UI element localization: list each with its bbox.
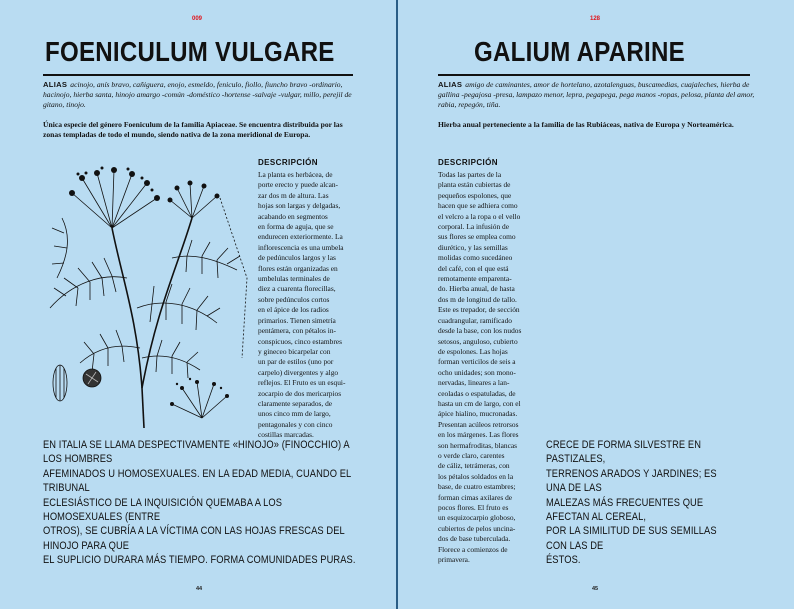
description-line: los pétalos soldados en la xyxy=(438,471,514,481)
callout-line: ECLESIÁSTICO DE LA INQUISICIÓN QUEMABA A LOS HOMOSEXUALES (ENTRE xyxy=(43,496,283,524)
alias-label: ALIAS xyxy=(438,80,463,89)
callout-line: AFEMINADOS U HOMOSEXUALES. EN LA EDAD MEDIA, CUANDO EL TRIBUNAL xyxy=(43,467,351,495)
description-line: Todas las partes de la xyxy=(438,170,502,179)
description-line: corporal. La infusión de xyxy=(438,222,510,232)
description-body xyxy=(438,170,546,565)
fennel-illustration-icon xyxy=(42,158,254,428)
description-heading: DESCRIPCIÓN xyxy=(438,158,498,167)
description-line: cuadrangular, ramificado xyxy=(438,315,512,325)
left-page xyxy=(0,0,396,609)
right-page-number-top: 128 xyxy=(590,16,601,22)
description-line: zar dos m de altura. Las xyxy=(258,190,329,200)
description-line: pentagonales y con cinco xyxy=(258,419,333,429)
description-line: setosos, anguloso, cubierto xyxy=(438,336,518,346)
description-line: hojas son largas y delgadas, xyxy=(258,201,341,211)
description-line: forman verticilos de seis a xyxy=(438,357,516,367)
description-line: sobre pedúnculos cortos xyxy=(258,294,330,304)
description-line: un esquizocarpio globoso, xyxy=(438,513,516,523)
description-line: pequeños espolones, que xyxy=(438,190,512,200)
description-line: reflejos. El Fruto es un esqui- xyxy=(258,378,346,388)
description-line: un par de estilos (uno por xyxy=(258,357,334,367)
description-line: do. Hierba anual, de hasta xyxy=(438,284,515,294)
description-line: base, de cuatro estambres; xyxy=(438,482,516,492)
description-line: de espolones. Las hojas xyxy=(438,346,508,356)
right-page-footer-number: 45 xyxy=(592,586,599,592)
description-heading: DESCRIPCIÓN xyxy=(258,158,318,167)
description-line: dos de base tuberculada. xyxy=(438,534,511,544)
description-line: en los márgenes. Las flores xyxy=(438,430,519,440)
description-line: y gineceo bicarpelar con xyxy=(258,346,331,356)
left-page-title: FOENICULUM VULGARE xyxy=(45,36,335,67)
description-line: porte erecto y puede alcan- xyxy=(258,180,339,190)
description-line: o verde claro, carentes xyxy=(438,450,505,460)
description-line: endurecen exteriormente. La xyxy=(258,232,343,242)
description-line: diurético, y las semillas xyxy=(438,242,508,252)
description-line: umbelulas terminales de xyxy=(258,274,330,284)
description-line: nervadas, lineares a lan- xyxy=(438,378,510,388)
left-page-number-top: 009 xyxy=(192,16,203,22)
description-line: acabando en segmentos xyxy=(258,211,328,221)
description-line: forman cimas axilares de xyxy=(438,492,513,502)
callout-paragraph xyxy=(546,438,731,568)
description-line: zocarpio de dos mericarpios xyxy=(258,388,342,398)
description-line: diez a cuarenta florecillas, xyxy=(258,284,336,294)
title-rule xyxy=(438,74,750,76)
description-line: en forma de aguja, que se xyxy=(258,222,334,232)
description-line: remotamente emparenta- xyxy=(438,274,512,284)
description-line: conspicuos, cinco estambres xyxy=(258,336,342,346)
description-line: hasta un cm de largo, con el xyxy=(438,398,521,408)
description-line: de pedúnculos largos y las xyxy=(258,253,336,263)
callout-line: MALEZAS MÁS FRECUENTES QUE AFECTAN AL CEREAL, xyxy=(546,496,704,524)
description-line: cubiertos de pelos uncina- xyxy=(438,523,516,533)
description-line: primavera. xyxy=(438,555,470,565)
callout-line: EN ITALIA SE LLAMA DESPECTIVAMENTE «HINOJO» (FINOCCHIO) A LOS HOMBRES xyxy=(43,439,350,466)
description-line: costillas marcadas. xyxy=(258,430,314,440)
description-line: Florece a comienzos de xyxy=(438,544,508,554)
callout-line: OTROS), SE CUBRÍA A LA VÍCTIMA CON LAS HOJAS FRESCAS DEL HINOJO PARA QUE xyxy=(43,525,345,552)
description-line: desde la base, con los nudos xyxy=(438,326,522,336)
left-page-footer-number: 44 xyxy=(196,586,203,592)
lead-paragraph: Única especie del género Foeniculum de la familia Apiaceae. Se encuentra distribuida por las zonas templadas de todo el mundo, siendo nativa de la zona meridional de Europa. xyxy=(43,120,343,139)
description-line: del café, con el que está xyxy=(438,263,509,273)
right-page xyxy=(398,0,794,609)
description-line: inflorescencia es una umbela xyxy=(258,242,344,252)
alias-text: amigo de caminantes, amor de hortelano, azotalenguas, buscamedias, cuajaleches, hierba de gallina -pegajosa -presa, lampazo menor, lepra, pegapega, pega manos -ropas, pelosa, planta del amor, rabia, repegón, tiña. xyxy=(438,80,755,110)
description-line: ápice hialino, mucronadas. xyxy=(438,409,518,419)
description-line: hacen que se adhiera como xyxy=(438,201,518,211)
description-line: dos m de longitud de tallo. xyxy=(438,294,517,304)
description-body xyxy=(258,170,366,441)
callout-line: ÉSTOS. xyxy=(546,554,581,567)
description-line: son hermafroditas, blancas xyxy=(438,440,518,450)
callout-line: EL SUPLICIO DURARA MÁS TIEMPO. FORMA COMUNIDADES PURAS. xyxy=(43,554,356,567)
description-line: primarios. Tienen simetría xyxy=(258,315,336,325)
description-line: ceoladas o espatuladas, de xyxy=(438,388,516,398)
callout-line: CRECE DE FORMA SILVESTRE EN PASTIZALES, xyxy=(546,439,702,466)
description-line: pocos flores. El fruto es xyxy=(438,503,509,512)
callout-line: POR LA SIMILITUD DE SUS SEMILLAS CON LAS DE xyxy=(546,525,717,552)
description-line: carpelo) divergentes y algo xyxy=(258,367,339,377)
description-line: sus flores se emplea como xyxy=(438,232,516,242)
right-page-title: GALIUM APARINE xyxy=(474,36,685,67)
description-line: de cáliz, tetrámeras, con xyxy=(438,461,510,471)
alias-block xyxy=(438,80,756,111)
description-line: molidas como sucedáneo xyxy=(438,253,513,263)
description-line: flores están organizadas en xyxy=(258,263,338,273)
description-line: La planta es herbácea, de xyxy=(258,170,333,179)
alias-text: acinojo, anís bravo, cañiguera, enojo, esmeldo, feniculo, fiollo, fiuncho bravo -ordinario, hacinojo, hierba santa, hinojo amargo -común -doméstico -hortense -salvaje -vulgar, millo, perejil de gitano, tinojo. xyxy=(43,80,352,110)
alias-label: ALIAS xyxy=(43,80,68,89)
description-line: Presentan acúleos retrorsos xyxy=(438,419,519,429)
description-line: pentámera, con pétalos in- xyxy=(258,326,336,336)
description-line: unos cinco mm de largo, xyxy=(258,409,331,419)
description-line: el velcro a la ropa o el vello xyxy=(438,211,521,221)
callout-line: TERRENOS ARADOS Y JARDINES; ES UNA DE LAS xyxy=(546,467,717,495)
title-rule xyxy=(43,74,353,76)
description-line: en el ápice de los radios xyxy=(258,305,329,315)
description-line: ocho unidades; son mono- xyxy=(438,367,516,377)
description-line: planta están cubiertas de xyxy=(438,180,511,190)
description-line: claramente separados, de xyxy=(258,398,333,408)
alias-block xyxy=(43,80,357,111)
lead-paragraph: Hierba anual perteneciente a la familia de las Rubiáceas, nativa de Europa y Norteamérica. xyxy=(438,120,734,129)
callout-paragraph xyxy=(43,438,360,568)
description-line: Este es trepador, de sección xyxy=(438,305,520,315)
